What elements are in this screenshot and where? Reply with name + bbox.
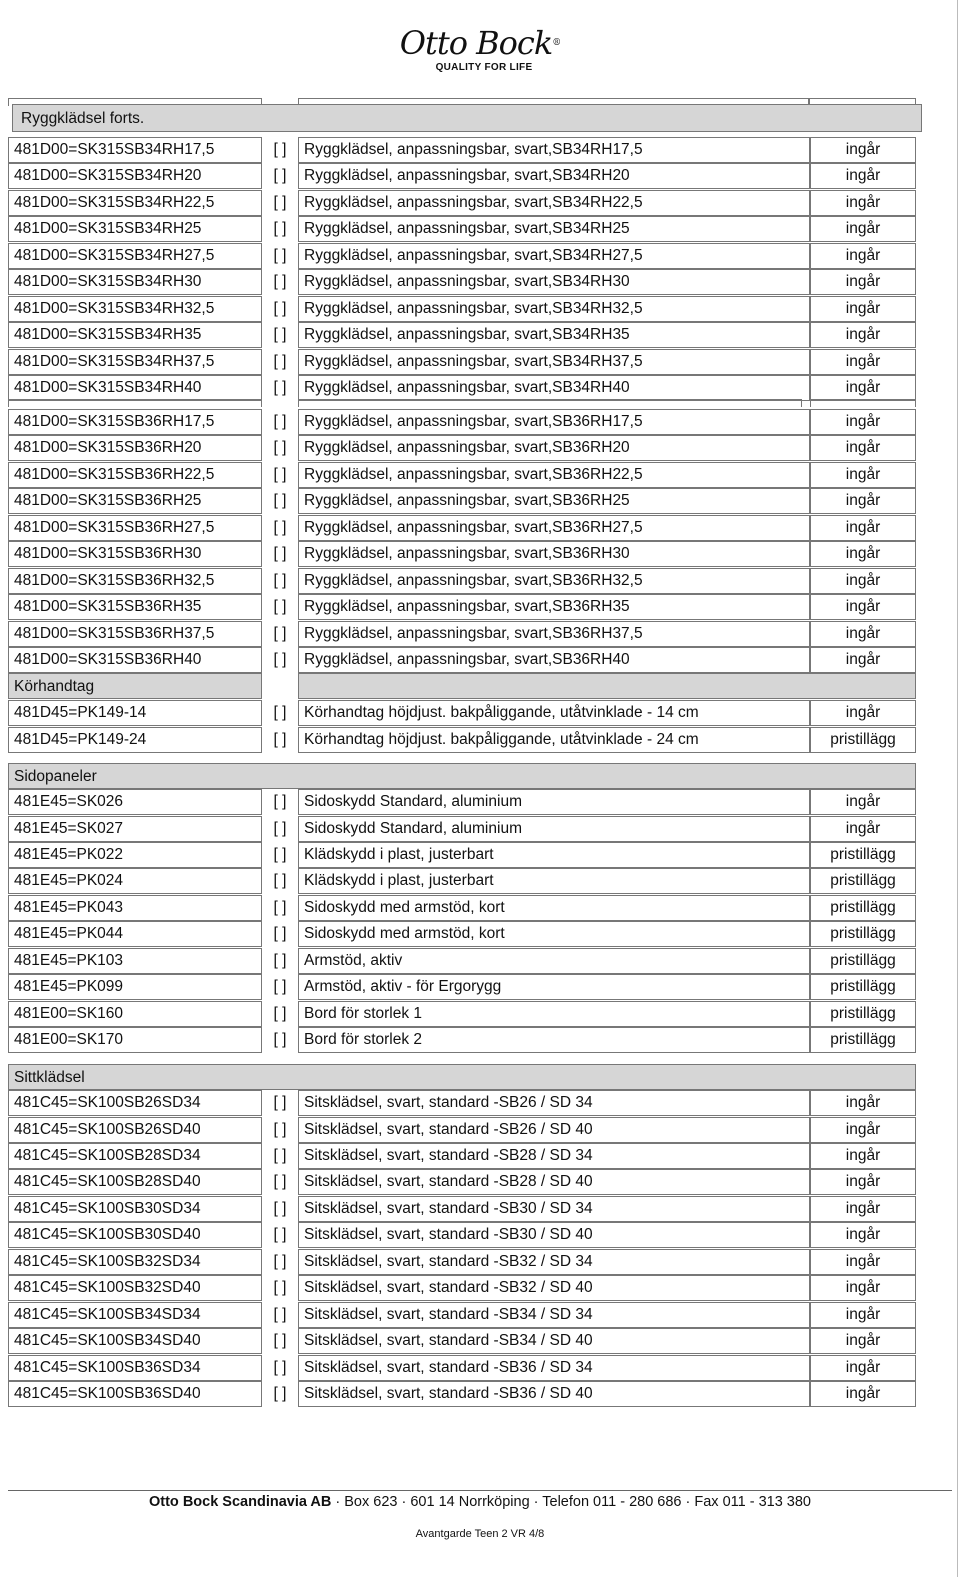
article-code: 481C45=SK100SB28SD34 [8, 1143, 262, 1169]
article-code: 481D00=SK315SB36RH40 [8, 647, 262, 673]
table-row [8, 1169, 916, 1195]
order-checkbox[interactable]: [ ] [262, 435, 298, 461]
price-status: ingår [810, 541, 916, 567]
order-checkbox[interactable]: [ ] [262, 137, 298, 163]
order-checkbox[interactable]: [ ] [262, 868, 298, 894]
article-code: 481E45=SK027 [8, 816, 262, 842]
document-reference: Avantgarde Teen 2 VR 4/8 [415, 1528, 545, 1540]
order-checkbox[interactable]: [ ] [262, 727, 298, 753]
table-row [8, 435, 916, 461]
table-row [8, 462, 916, 488]
article-code: 481D00=SK315SB34RH25 [8, 216, 262, 242]
article-code: 481D00=SK315SB34RH40 [8, 375, 262, 401]
table-row [8, 1355, 916, 1381]
order-checkbox[interactable]: [ ] [262, 1249, 298, 1275]
section-header-fill [298, 673, 916, 699]
price-status: ingår [810, 216, 916, 242]
order-checkbox[interactable]: [ ] [262, 974, 298, 1000]
article-description: Ryggklädsel, anpassningsbar, svart,SB34RH22,5 [298, 190, 810, 216]
article-code: 481E45=PK103 [8, 948, 262, 974]
article-code: 481C45=SK100SB28SD40 [8, 1169, 262, 1195]
order-checkbox[interactable]: [ ] [262, 789, 298, 815]
brand-logo [0, 26, 960, 73]
section-title: Sittklädsel [8, 1064, 916, 1090]
footer [0, 1494, 960, 1510]
article-code: 481C45=SK100SB34SD34 [8, 1302, 262, 1328]
article-description: Ryggklädsel, anpassningsbar, svart,SB34RH35 [298, 322, 810, 348]
article-code: 481D00=SK315SB34RH22,5 [8, 190, 262, 216]
table-row [8, 594, 916, 620]
article-description: Sitsklädsel, svart, standard -SB30 / SD 40 [298, 1222, 810, 1248]
article-code: 481D00=SK315SB34RH30 [8, 269, 262, 295]
price-status: pristillägg [810, 842, 916, 868]
price-status: ingår [810, 488, 916, 514]
article-description: Sidoskydd med armstöd, kort [298, 921, 810, 947]
table-row [8, 868, 916, 894]
article-description: Ryggklädsel, anpassningsbar, svart,SB34RH40 [298, 375, 810, 401]
footer-divider [8, 1490, 952, 1491]
order-checkbox[interactable]: [ ] [262, 1355, 298, 1381]
table-row [8, 1249, 916, 1275]
order-checkbox[interactable]: [ ] [262, 375, 298, 401]
price-status: ingår [810, 1196, 916, 1222]
order-checkbox[interactable]: [ ] [262, 1001, 298, 1027]
table-row [8, 375, 916, 401]
order-checkbox[interactable]: [ ] [262, 921, 298, 947]
table-row [8, 1302, 916, 1328]
order-checkbox[interactable]: [ ] [262, 1381, 298, 1407]
article-code: 481D00=SK315SB36RH32,5 [8, 568, 262, 594]
article-description: Sitsklädsel, svart, standard -SB32 / SD 34 [298, 1249, 810, 1275]
article-code: 481C45=SK100SB32SD40 [8, 1275, 262, 1301]
article-code: 481E45=PK044 [8, 921, 262, 947]
table-row [8, 1275, 916, 1301]
price-status: ingår [810, 816, 916, 842]
price-status: ingår [810, 409, 916, 435]
article-code: 481C45=SK100SB26SD40 [8, 1117, 262, 1143]
article-code: 481E45=SK026 [8, 789, 262, 815]
article-code: 481E00=SK170 [8, 1027, 262, 1053]
article-description: Sitsklädsel, svart, standard -SB26 / SD 34 [298, 1090, 810, 1116]
table-row [8, 296, 916, 322]
article-description: Sidoskydd Standard, aluminium [298, 816, 810, 842]
order-checkbox[interactable]: [ ] [262, 1275, 298, 1301]
table-row [8, 322, 916, 348]
article-description: Ryggklädsel, anpassningsbar, svart,SB34RH25 [298, 216, 810, 242]
table-row [8, 842, 916, 868]
order-checkbox[interactable]: [ ] [262, 1090, 298, 1116]
article-description: Sitsklädsel, svart, standard -SB34 / SD 34 [298, 1302, 810, 1328]
table-row [8, 1001, 916, 1027]
article-code: 481E45=PK099 [8, 974, 262, 1000]
article-code: 481D00=SK315SB36RH22,5 [8, 462, 262, 488]
section-separator [810, 399, 916, 407]
table-row [8, 1027, 916, 1053]
price-status: ingår [810, 269, 916, 295]
table-row [8, 647, 916, 673]
price-status: pristillägg [810, 1001, 916, 1027]
price-status: ingår [810, 1355, 916, 1381]
page-right-border [957, 0, 958, 1577]
table-row [8, 243, 916, 269]
order-checkbox[interactable]: [ ] [262, 842, 298, 868]
order-checkbox[interactable]: [ ] [262, 541, 298, 567]
price-status: ingår [810, 1381, 916, 1407]
article-description: Ryggklädsel, anpassningsbar, svart,SB36RH20 [298, 435, 810, 461]
article-description: Ryggklädsel, anpassningsbar, svart,SB36RH27,5 [298, 515, 810, 541]
article-description: Ryggklädsel, anpassningsbar, svart,SB34RH20 [298, 163, 810, 189]
article-description: Bord för storlek 1 [298, 1001, 810, 1027]
table-row [8, 1196, 916, 1222]
article-code: 481D00=SK315SB36RH37,5 [8, 621, 262, 647]
article-code: 481D45=PK149-24 [8, 727, 262, 753]
article-code: 481C45=SK100SB26SD34 [8, 1090, 262, 1116]
table-row [8, 515, 916, 541]
article-description: Sitsklädsel, svart, standard -SB28 / SD 34 [298, 1143, 810, 1169]
table-row [8, 1328, 916, 1354]
article-description: Ryggklädsel, anpassningsbar, svart,SB34RH32,5 [298, 296, 810, 322]
price-status: ingår [810, 515, 916, 541]
price-status: pristillägg [810, 895, 916, 921]
article-code: 481D00=SK315SB34RH35 [8, 322, 262, 348]
price-status: ingår [810, 243, 916, 269]
article-code: 481D00=SK315SB34RH17,5 [8, 137, 262, 163]
table-row [8, 1381, 916, 1407]
price-status: ingår [810, 322, 916, 348]
section-separator [8, 399, 262, 407]
order-checkbox[interactable]: [ ] [262, 895, 298, 921]
order-checkbox[interactable]: [ ] [262, 488, 298, 514]
order-checkbox[interactable]: [ ] [262, 1328, 298, 1354]
article-description: Sitsklädsel, svart, standard -SB34 / SD 40 [298, 1328, 810, 1354]
table-row [8, 1090, 916, 1116]
article-code: 481C45=SK100SB36SD34 [8, 1355, 262, 1381]
article-description: Körhandtag höjdjust. bakpåliggande, utåtvinklade - 24 cm [298, 727, 810, 753]
price-status: pristillägg [810, 1027, 916, 1053]
article-description: Sitsklädsel, svart, standard -SB36 / SD 40 [298, 1381, 810, 1407]
article-code: 481E00=SK160 [8, 1001, 262, 1027]
order-checkbox[interactable]: [ ] [262, 409, 298, 435]
brand-tagline: QUALITY FOR LIFE [435, 62, 533, 73]
article-code: 481C45=SK100SB30SD34 [8, 1196, 262, 1222]
table-row [8, 700, 916, 726]
section-title: Sidopaneler [8, 763, 916, 789]
table-row [8, 816, 916, 842]
table-row [8, 409, 916, 435]
price-status: ingår [810, 462, 916, 488]
order-checkbox[interactable]: [ ] [262, 190, 298, 216]
article-description: Sitsklädsel, svart, standard -SB26 / SD 40 [298, 1117, 810, 1143]
order-checkbox[interactable]: [ ] [262, 816, 298, 842]
price-status: ingår [810, 1222, 916, 1248]
article-description: Ryggklädsel, anpassningsbar, svart,SB36RH17,5 [298, 409, 810, 435]
order-checkbox[interactable]: [ ] [262, 216, 298, 242]
footer-address: · Box 623 · 601 14 Norrköping · Telefon 011 - 280 686 · Fax 011 - 313 380 [331, 1494, 811, 1510]
table-row [8, 1117, 916, 1143]
article-code: 481D00=SK315SB36RH35 [8, 594, 262, 620]
article-description: Armstöd, aktiv [298, 948, 810, 974]
order-checkbox[interactable]: [ ] [262, 163, 298, 189]
article-description: Ryggklädsel, anpassningsbar, svart,SB36RH32,5 [298, 568, 810, 594]
price-status: ingår [810, 621, 916, 647]
order-checkbox[interactable]: [ ] [262, 1302, 298, 1328]
price-status: pristillägg [810, 868, 916, 894]
article-description: Körhandtag höjdjust. bakpåliggande, utåtvinklade - 14 cm [298, 700, 810, 726]
article-description: Bord för storlek 2 [298, 1027, 810, 1053]
article-code: 481E45=PK022 [8, 842, 262, 868]
section-header [8, 673, 916, 699]
article-description: Klädskydd i plast, justerbart [298, 868, 810, 894]
footer-company: Otto Bock Scandinavia AB [149, 1494, 332, 1510]
order-checkbox[interactable]: [ ] [262, 1222, 298, 1248]
article-description: Ryggklädsel, anpassningsbar, svart,SB34RH30 [298, 269, 810, 295]
article-code: 481D00=SK315SB34RH32,5 [8, 296, 262, 322]
article-description: Ryggklädsel, anpassningsbar, svart,SB36RH30 [298, 541, 810, 567]
table-row [8, 568, 916, 594]
price-status: ingår [810, 435, 916, 461]
article-description: Sitsklädsel, svart, standard -SB32 / SD 40 [298, 1275, 810, 1301]
price-status: ingår [810, 349, 916, 375]
article-code: 481C45=SK100SB30SD40 [8, 1222, 262, 1248]
brand-name: Otto Bock [399, 24, 553, 62]
order-checkbox[interactable]: [ ] [262, 349, 298, 375]
table-row [8, 895, 916, 921]
price-status: ingår [810, 1302, 916, 1328]
order-checkbox[interactable]: [ ] [262, 568, 298, 594]
price-status: ingår [810, 163, 916, 189]
article-code: 481D00=SK315SB36RH27,5 [8, 515, 262, 541]
price-status: ingår [810, 789, 916, 815]
section-title: Körhandtag [8, 673, 262, 699]
order-checkbox[interactable]: [ ] [262, 1196, 298, 1222]
article-code: 481C45=SK100SB32SD34 [8, 1249, 262, 1275]
price-status: ingår [810, 137, 916, 163]
table-row [8, 948, 916, 974]
article-description: Sitsklädsel, svart, standard -SB28 / SD 40 [298, 1169, 810, 1195]
article-code: 481D00=SK315SB36RH30 [8, 541, 262, 567]
order-checkbox[interactable]: [ ] [262, 1027, 298, 1053]
article-description: Sidoskydd Standard, aluminium [298, 789, 810, 815]
table-row [8, 488, 916, 514]
table-row [8, 190, 916, 216]
order-checkbox[interactable]: [ ] [262, 1169, 298, 1195]
price-status: ingår [810, 375, 916, 401]
table-row [8, 163, 916, 189]
price-status: ingår [810, 647, 916, 673]
table-row [8, 137, 916, 163]
table-row [8, 1143, 916, 1169]
price-status: pristillägg [810, 727, 916, 753]
article-code: 481D00=SK315SB34RH27,5 [8, 243, 262, 269]
section-title: Ryggklädsel forts. [12, 104, 922, 132]
table-row [8, 269, 916, 295]
table-row [8, 1222, 916, 1248]
table-row [8, 621, 916, 647]
article-description: Klädskydd i plast, justerbart [298, 842, 810, 868]
article-description: Ryggklädsel, anpassningsbar, svart,SB36RH40 [298, 647, 810, 673]
article-description: Ryggklädsel, anpassningsbar, svart,SB36RH35 [298, 594, 810, 620]
article-description: Sitsklädsel, svart, standard -SB36 / SD 34 [298, 1355, 810, 1381]
article-description: Ryggklädsel, anpassningsbar, svart,SB36RH37,5 [298, 621, 810, 647]
price-status: pristillägg [810, 948, 916, 974]
article-description: Ryggklädsel, anpassningsbar, svart,SB34RH27,5 [298, 243, 810, 269]
article-code: 481C45=SK100SB36SD40 [8, 1381, 262, 1407]
order-checkbox[interactable]: [ ] [262, 621, 298, 647]
article-code: 481D00=SK315SB36RH20 [8, 435, 262, 461]
price-status: ingår [810, 296, 916, 322]
table-row [8, 789, 916, 815]
price-status: ingår [810, 700, 916, 726]
table-row [8, 727, 916, 753]
table-row [8, 541, 916, 567]
order-checkbox[interactable]: [ ] [262, 296, 298, 322]
order-checkbox[interactable]: [ ] [262, 269, 298, 295]
order-checkbox[interactable]: [ ] [262, 1143, 298, 1169]
article-description: Ryggklädsel, anpassningsbar, svart,SB34RH17,5 [298, 137, 810, 163]
price-status: ingår [810, 594, 916, 620]
order-checkbox[interactable]: [ ] [262, 462, 298, 488]
article-code: 481C45=SK100SB34SD40 [8, 1328, 262, 1354]
registered-mark: ® [552, 38, 561, 48]
price-status: ingår [810, 1169, 916, 1195]
price-status: ingår [810, 1249, 916, 1275]
article-code: 481D00=SK315SB34RH37,5 [8, 349, 262, 375]
article-description: Armstöd, aktiv - för Ergorygg [298, 974, 810, 1000]
order-checkbox[interactable]: [ ] [262, 322, 298, 348]
order-checkbox[interactable]: [ ] [262, 243, 298, 269]
order-checkbox[interactable]: [ ] [262, 515, 298, 541]
article-code: 481D00=SK315SB34RH20 [8, 163, 262, 189]
article-description: Sidoskydd med armstöd, kort [298, 895, 810, 921]
price-status: ingår [810, 568, 916, 594]
price-status: ingår [810, 1143, 916, 1169]
price-status: ingår [810, 1117, 916, 1143]
order-checkbox[interactable]: [ ] [262, 948, 298, 974]
article-code: 481D45=PK149-14 [8, 700, 262, 726]
article-description: Ryggklädsel, anpassningsbar, svart,SB36RH25 [298, 488, 810, 514]
article-code: 481E45=PK043 [8, 895, 262, 921]
article-code: 481D00=SK315SB36RH17,5 [8, 409, 262, 435]
price-status: ingår [810, 1275, 916, 1301]
order-checkbox[interactable]: [ ] [262, 1117, 298, 1143]
table-row [8, 921, 916, 947]
price-status: ingår [810, 1328, 916, 1354]
article-description: Ryggklädsel, anpassningsbar, svart,SB34RH37,5 [298, 349, 810, 375]
section-separator [298, 399, 802, 407]
article-description: Ryggklädsel, anpassningsbar, svart,SB36RH22,5 [298, 462, 810, 488]
table-row [8, 216, 916, 242]
price-status: pristillägg [810, 974, 916, 1000]
article-description: Sitsklädsel, svart, standard -SB30 / SD 34 [298, 1196, 810, 1222]
table-row [8, 974, 916, 1000]
price-status: pristillägg [810, 921, 916, 947]
price-status: ingår [810, 190, 916, 216]
article-code: 481D00=SK315SB36RH25 [8, 488, 262, 514]
order-checkbox[interactable]: [ ] [262, 647, 298, 673]
price-status: ingår [810, 1090, 916, 1116]
order-checkbox[interactable]: [ ] [262, 594, 298, 620]
order-checkbox[interactable]: [ ] [262, 700, 298, 726]
table-row [8, 349, 916, 375]
article-code: 481E45=PK024 [8, 868, 262, 894]
